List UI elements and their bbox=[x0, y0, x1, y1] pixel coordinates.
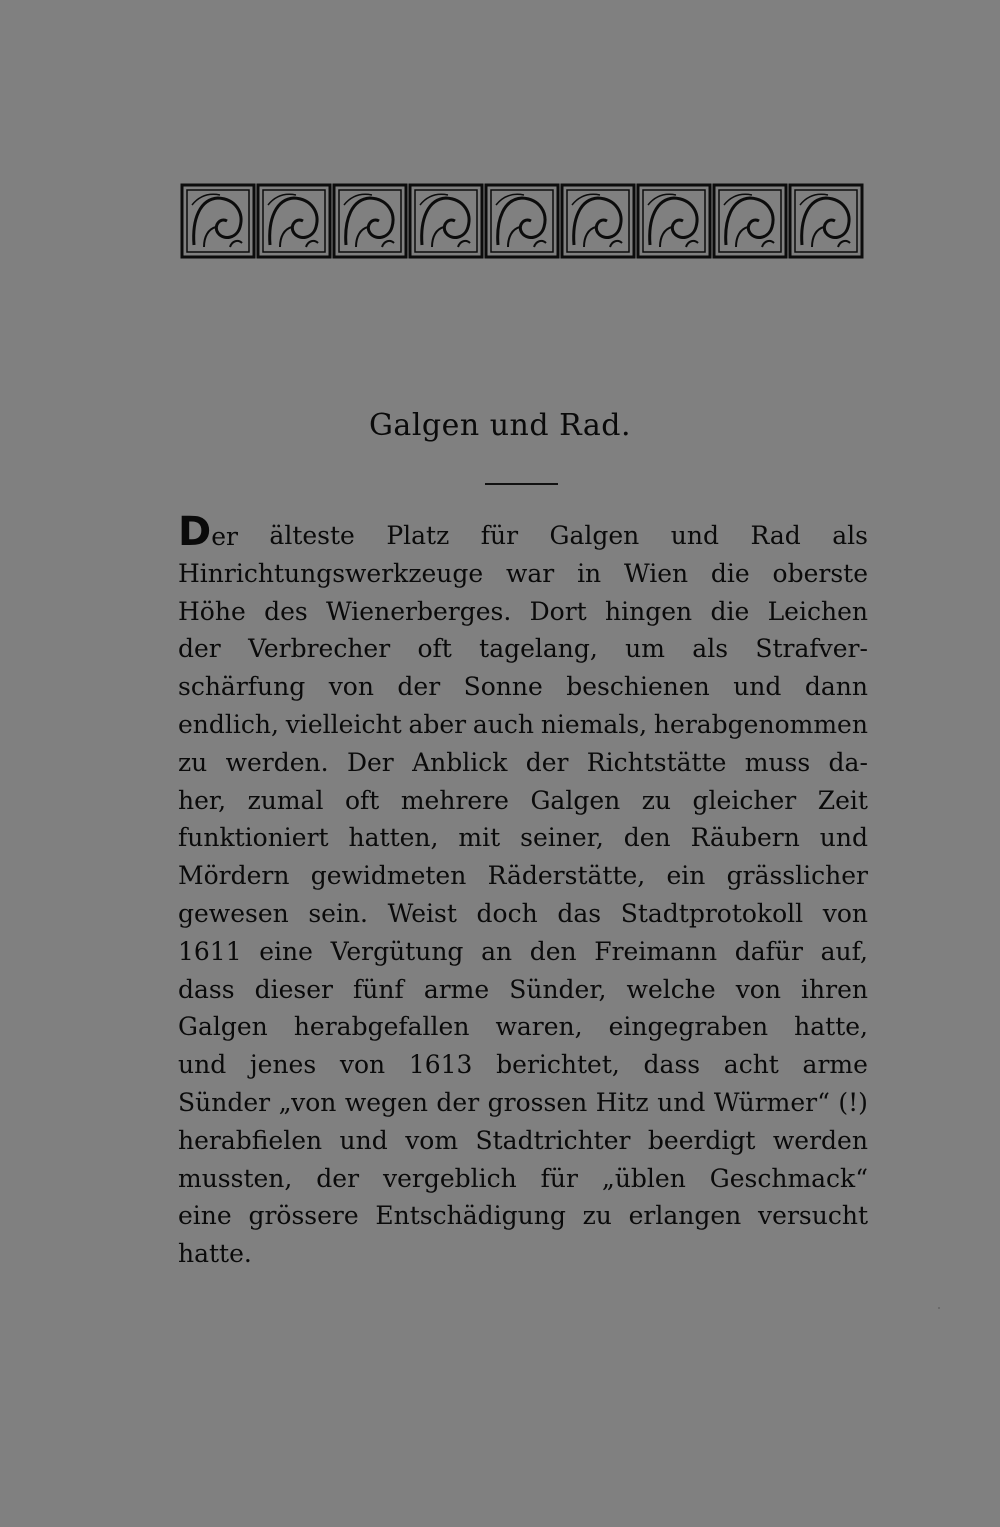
word: Mördern bbox=[178, 861, 290, 891]
word: oft bbox=[417, 634, 452, 664]
word: vergeblich bbox=[382, 1163, 517, 1193]
word: das bbox=[557, 898, 602, 928]
word: hingen bbox=[605, 596, 693, 626]
word: werden bbox=[772, 1125, 868, 1155]
word: erlangen bbox=[628, 1201, 742, 1231]
body-lines bbox=[178, 555, 868, 1235]
title-divider bbox=[485, 483, 558, 485]
word: grossen bbox=[487, 1087, 588, 1117]
chapter-title: Galgen und Rad. bbox=[368, 408, 632, 443]
ornamental-border-icon bbox=[180, 183, 867, 260]
word: waren, bbox=[495, 1012, 583, 1042]
word: und bbox=[339, 1125, 388, 1155]
text-line bbox=[178, 782, 868, 820]
word: wegen bbox=[344, 1087, 428, 1117]
word: er bbox=[211, 522, 238, 551]
word: gewidmeten bbox=[310, 861, 467, 891]
first-word bbox=[178, 509, 238, 555]
text-line bbox=[178, 1046, 868, 1084]
word: Freimann bbox=[594, 936, 718, 966]
word: tagelang, bbox=[479, 634, 598, 664]
word: mehrere bbox=[400, 785, 509, 815]
word: eine bbox=[259, 936, 313, 966]
text-line bbox=[178, 895, 868, 933]
text-line-last bbox=[178, 1235, 868, 1273]
word: Richtstätte bbox=[586, 747, 727, 777]
text-line bbox=[178, 819, 868, 857]
word: 1611 bbox=[178, 936, 242, 966]
word: und bbox=[733, 672, 782, 702]
word: dafür bbox=[734, 936, 803, 966]
text-line bbox=[178, 857, 868, 895]
word: ein bbox=[666, 861, 706, 891]
word: Sünder bbox=[178, 1087, 271, 1117]
word: um bbox=[625, 634, 665, 664]
word: versucht bbox=[758, 1201, 868, 1231]
word: doch bbox=[476, 898, 538, 928]
word: den bbox=[529, 936, 577, 966]
word: in bbox=[577, 558, 602, 588]
word: aber bbox=[408, 709, 467, 739]
word: berichtet, bbox=[496, 1050, 620, 1080]
word: Galgen bbox=[549, 521, 640, 550]
word: 1613 bbox=[408, 1050, 473, 1080]
word: und bbox=[657, 1087, 706, 1117]
word: hatte, bbox=[794, 1012, 868, 1042]
text-line bbox=[178, 555, 868, 593]
word: der bbox=[525, 747, 569, 777]
word: eine bbox=[178, 1201, 232, 1231]
word: arme bbox=[423, 974, 490, 1004]
word: der bbox=[178, 634, 221, 664]
word: endlich, bbox=[178, 709, 279, 739]
word: oberste bbox=[772, 558, 868, 588]
word: hatte. bbox=[178, 1239, 252, 1269]
word: werden. bbox=[225, 747, 329, 777]
word: Räderstätte, bbox=[487, 861, 646, 891]
text-line bbox=[178, 1084, 868, 1122]
text-line bbox=[178, 1197, 868, 1235]
word: zu bbox=[641, 785, 672, 815]
word: beerdigt bbox=[647, 1125, 756, 1155]
word: niemals, bbox=[540, 709, 648, 739]
word: und bbox=[819, 823, 868, 853]
word: von bbox=[339, 1050, 386, 1080]
word: und bbox=[178, 1050, 227, 1080]
word: fünf bbox=[353, 974, 404, 1004]
word: der bbox=[316, 1163, 360, 1193]
word: älteste bbox=[269, 521, 355, 550]
text-line bbox=[178, 744, 868, 782]
word: die bbox=[710, 596, 750, 626]
word: Der bbox=[346, 747, 394, 777]
word: von bbox=[328, 672, 374, 702]
word: welche bbox=[626, 974, 716, 1004]
text-line bbox=[178, 630, 868, 668]
word: als bbox=[692, 634, 729, 664]
word: arme bbox=[802, 1050, 868, 1080]
word: eingegraben bbox=[608, 1012, 769, 1042]
word: „von bbox=[278, 1087, 337, 1117]
word: Weist bbox=[387, 898, 457, 928]
word: von bbox=[822, 898, 868, 928]
word: oft bbox=[344, 785, 380, 815]
text-line bbox=[178, 1160, 868, 1198]
word: da- bbox=[828, 747, 868, 777]
word: zumal bbox=[247, 785, 324, 815]
word: Wien bbox=[623, 558, 689, 588]
word: Rad bbox=[750, 521, 801, 550]
body-text bbox=[178, 509, 868, 1273]
word: funktioniert bbox=[178, 823, 329, 853]
word: Hinrichtungswerkzeuge bbox=[178, 558, 484, 588]
word: des bbox=[264, 596, 308, 626]
word: hatten, bbox=[348, 823, 439, 853]
word: für bbox=[480, 521, 519, 550]
word: herabgenommen bbox=[653, 709, 868, 739]
word: den bbox=[623, 823, 671, 853]
word: Hitz bbox=[595, 1087, 649, 1117]
word: grässlicher bbox=[726, 861, 868, 891]
word: Dort bbox=[529, 596, 587, 626]
word: Stadtprotokoll bbox=[620, 898, 804, 928]
word: Leichen bbox=[767, 596, 868, 626]
text-line bbox=[178, 933, 868, 971]
word: auch bbox=[472, 709, 535, 739]
word: von bbox=[735, 974, 781, 1004]
word: war bbox=[506, 558, 555, 588]
word: Stadtrichter bbox=[475, 1125, 631, 1155]
text-line bbox=[178, 1008, 868, 1046]
word: Geschmack“ bbox=[709, 1163, 868, 1193]
word: acht bbox=[723, 1050, 779, 1080]
word: beschienen bbox=[566, 672, 710, 702]
word: an bbox=[481, 936, 513, 966]
word: als bbox=[832, 521, 868, 550]
word: Strafver- bbox=[755, 634, 868, 664]
word: Galgen bbox=[530, 785, 621, 815]
text-line bbox=[178, 706, 868, 744]
word: Anblick bbox=[412, 747, 508, 777]
word: gewesen bbox=[178, 898, 289, 928]
word: dass bbox=[178, 974, 235, 1004]
word: auf, bbox=[820, 936, 868, 966]
word: Würmer“ bbox=[713, 1087, 830, 1117]
word: zu bbox=[178, 747, 208, 777]
word: Entschädigung bbox=[375, 1201, 566, 1231]
text-line bbox=[178, 1122, 868, 1160]
word: Galgen bbox=[178, 1012, 268, 1042]
word: herabgefallen bbox=[293, 1012, 470, 1042]
text-line bbox=[178, 668, 868, 706]
page-speck bbox=[938, 1307, 940, 1309]
word: Sonne bbox=[463, 672, 543, 702]
word: Höhe bbox=[178, 596, 246, 626]
drop-cap: D bbox=[178, 509, 212, 555]
text-line bbox=[178, 593, 868, 631]
word: vom bbox=[405, 1125, 459, 1155]
word: Sünder, bbox=[509, 974, 607, 1004]
word: Wienerberges. bbox=[326, 596, 512, 626]
text-line bbox=[178, 971, 868, 1009]
word: (!) bbox=[838, 1087, 868, 1117]
word: ihren bbox=[801, 974, 868, 1004]
word: Räubern bbox=[690, 823, 800, 853]
word: die bbox=[710, 558, 750, 588]
word: gleicher bbox=[692, 785, 797, 815]
word: der bbox=[397, 672, 441, 702]
word: Vergütung bbox=[330, 936, 464, 966]
text-line-first bbox=[178, 509, 868, 555]
word: schärfung bbox=[178, 672, 306, 702]
word: dann bbox=[804, 672, 868, 702]
word: zu bbox=[582, 1201, 612, 1231]
word: der bbox=[436, 1087, 480, 1117]
word: muss bbox=[744, 747, 811, 777]
word: seiner, bbox=[520, 823, 604, 853]
word: Platz bbox=[386, 521, 450, 550]
word: und bbox=[670, 521, 719, 550]
word: Zeit bbox=[817, 785, 868, 815]
word: vielleicht bbox=[285, 709, 402, 739]
word: grössere bbox=[248, 1201, 359, 1231]
word: her, bbox=[178, 785, 227, 815]
word: sein. bbox=[308, 898, 368, 928]
word: herabfielen bbox=[178, 1125, 323, 1155]
word: dieser bbox=[254, 974, 333, 1004]
word: dass bbox=[643, 1050, 701, 1080]
word: Verbrecher bbox=[248, 634, 391, 664]
word: „üblen bbox=[601, 1163, 686, 1193]
word: für bbox=[540, 1163, 578, 1193]
word: jenes bbox=[249, 1050, 317, 1080]
word: mussten, bbox=[178, 1163, 293, 1193]
word: mit bbox=[458, 823, 501, 853]
